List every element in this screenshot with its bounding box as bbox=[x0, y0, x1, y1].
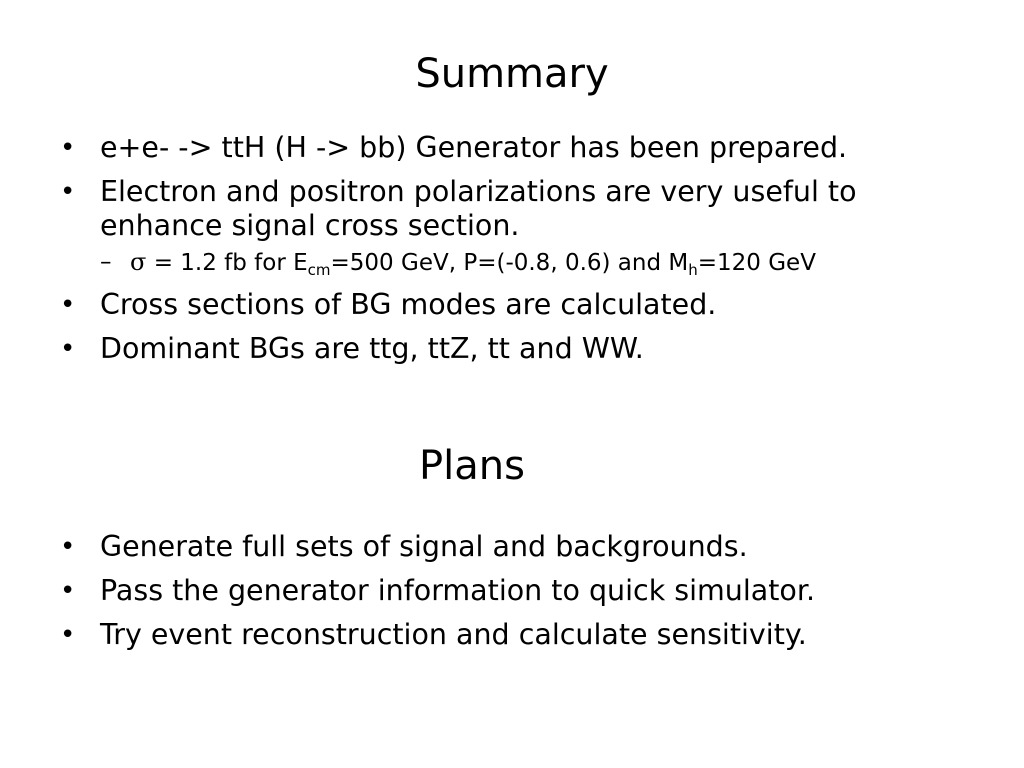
summary-title: Summary bbox=[415, 51, 609, 97]
list-item bbox=[56, 288, 956, 322]
list-item bbox=[56, 131, 956, 165]
bullet-icon: • bbox=[60, 576, 76, 606]
list-item-text: Pass the generator information to quick simulator. bbox=[100, 574, 816, 607]
bullet-icon: • bbox=[60, 334, 76, 364]
cross-section-text: = 1.2 fb for E bbox=[146, 250, 308, 276]
mh-subscript: h bbox=[688, 261, 698, 279]
list-item bbox=[56, 618, 956, 652]
bullet-icon: • bbox=[60, 133, 76, 163]
bullet-icon: • bbox=[60, 177, 76, 207]
list-item-text: Electron and positron polarizations are very useful to enhance signal cross section. bbox=[100, 175, 857, 242]
list-item-text: Cross sections of BG modes are calculated. bbox=[100, 288, 717, 321]
list-item-text: Generate full sets of signal and backgrounds. bbox=[100, 530, 748, 563]
list-item bbox=[56, 332, 956, 366]
bullet-icon: • bbox=[60, 532, 76, 562]
polarization-text: =500 GeV, P=(-0.8, 0.6) and M bbox=[330, 250, 689, 276]
ecm-subscript: cm bbox=[307, 261, 331, 279]
list-item-text: Dominant BGs are ttg, ttZ, tt and WW. bbox=[100, 332, 644, 365]
list-item bbox=[56, 574, 956, 608]
sub-list bbox=[100, 247, 956, 278]
dash-icon: – bbox=[100, 249, 112, 275]
bullet-icon: • bbox=[60, 620, 76, 650]
higgs-mass-text: =120 GeV bbox=[697, 250, 816, 276]
bullet-icon: • bbox=[60, 290, 76, 320]
list-item-text: Try event reconstruction and calculate sensitivity. bbox=[100, 618, 807, 651]
plans-title: Plans bbox=[419, 443, 525, 489]
summary-list bbox=[56, 131, 956, 376]
list-item bbox=[56, 175, 956, 278]
sub-list-item bbox=[94, 247, 956, 278]
sigma-symbol: σ bbox=[130, 248, 147, 276]
list-item bbox=[56, 530, 956, 564]
plans-list bbox=[56, 530, 956, 662]
list-item-text: e+e- -> ttH (H -> bb) Generator has been prepared. bbox=[100, 131, 848, 164]
